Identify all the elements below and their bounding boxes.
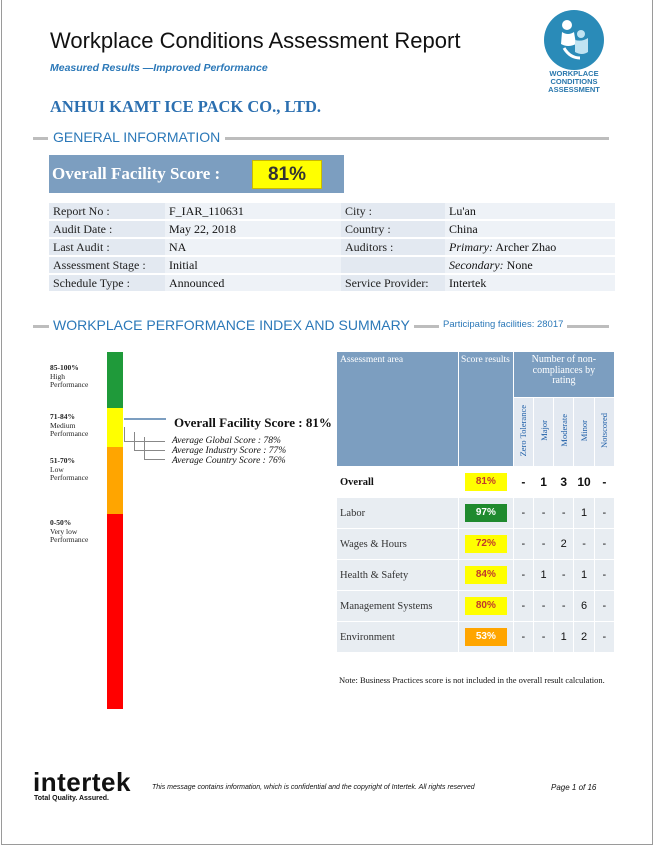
report-subtitle: Measured Results —Improved Performance	[50, 62, 268, 74]
area-name: Environment	[337, 622, 459, 653]
count-major: 1	[533, 467, 553, 498]
summary-table	[336, 351, 615, 653]
header-score-results: Score results	[459, 352, 514, 467]
overall-facility-score-text: Overall Facility Score : 81%	[174, 415, 332, 430]
info-value: China	[445, 221, 615, 237]
info-row	[49, 257, 615, 273]
info-label: Auditors :	[341, 239, 445, 255]
count-minor: 1	[574, 498, 594, 529]
info-row	[49, 221, 615, 237]
count-notscored: -	[594, 560, 614, 591]
info-value: Initial	[165, 257, 341, 273]
info-label: Report No :	[49, 203, 165, 219]
calculation-note: Note: Business Practices score is not included in the overall result calculation.	[339, 675, 605, 685]
table-row	[337, 622, 615, 653]
confidential-notice: This message contains information, which is confidential and the copyright of Intertek. All rights reserved	[152, 784, 475, 791]
count-major: -	[533, 529, 553, 560]
general-info-table	[49, 201, 615, 293]
count-major: 1	[533, 560, 553, 591]
legend-very-low: 0-50% Very low Performance	[50, 518, 89, 544]
overall-score-value: 81%	[252, 160, 322, 189]
count-zero-tolerance: -	[513, 622, 533, 653]
info-value: Primary: Archer Zhao	[445, 239, 615, 255]
count-major: -	[533, 498, 553, 529]
info-label	[341, 257, 445, 273]
count-notscored: -	[594, 467, 614, 498]
count-moderate: -	[554, 560, 574, 591]
info-label: Service Provider:	[341, 275, 445, 291]
info-label: Assessment Stage :	[49, 257, 165, 273]
count-minor: 1	[574, 560, 594, 591]
table-row	[337, 498, 615, 529]
count-zero-tolerance: -	[513, 560, 533, 591]
area-name: Health & Safety	[337, 560, 459, 591]
overall-score-label: Overall Facility Score :	[52, 164, 221, 183]
count-notscored: -	[594, 622, 614, 653]
area-name: Overall	[337, 467, 459, 498]
count-minor: 2	[574, 622, 594, 653]
header-major: Major	[533, 398, 553, 467]
count-moderate: 3	[554, 467, 574, 498]
table-row	[337, 591, 615, 622]
participating-facilities: Participating facilities: 28017	[439, 319, 567, 330]
count-notscored: -	[594, 529, 614, 560]
info-label: Last Audit :	[49, 239, 165, 255]
header-minor: Minor	[574, 398, 594, 467]
table-row-overall	[337, 467, 615, 498]
info-value: Intertek	[445, 275, 615, 291]
header-moderate: Moderate	[554, 398, 574, 467]
count-minor: 10	[574, 467, 594, 498]
header-assessment-area: Assessment area	[337, 352, 459, 467]
info-row	[49, 203, 615, 219]
intertek-tagline: Total Quality. Assured.	[34, 795, 109, 802]
score-chip: 84%	[465, 566, 507, 584]
info-label: City :	[341, 203, 445, 219]
very-low-performance-band	[107, 514, 123, 709]
count-notscored: -	[594, 498, 614, 529]
score-chip: 72%	[465, 535, 507, 553]
legend-medium: 71-84% Medium Performance	[50, 412, 89, 438]
score-chip: 81%	[465, 473, 507, 491]
count-moderate: -	[554, 498, 574, 529]
area-name: Wages & Hours	[337, 529, 459, 560]
count-major: -	[533, 622, 553, 653]
legend-high: 85-100% High Performance	[50, 363, 89, 389]
count-moderate: 2	[554, 529, 574, 560]
header-zero-tolerance: Zero Tolerance	[513, 398, 533, 467]
count-zero-tolerance: -	[513, 498, 533, 529]
count-zero-tolerance: -	[513, 467, 533, 498]
report-title: Workplace Conditions Assessment Report	[50, 28, 461, 53]
table-row	[337, 529, 615, 560]
count-minor: 6	[574, 591, 594, 622]
company-name: ANHUI KAMT ICE PACK CO., LTD.	[50, 97, 322, 116]
score-chip: 97%	[465, 504, 507, 522]
score-chip: 53%	[465, 628, 507, 646]
avg-industry-score: Average Industry Score : 77%	[172, 446, 287, 456]
count-notscored: -	[594, 591, 614, 622]
info-value: F_IAR_110631	[165, 203, 341, 219]
count-moderate: 1	[554, 622, 574, 653]
bracket-line	[144, 437, 165, 460]
area-name: Management Systems	[337, 591, 459, 622]
table-row	[337, 560, 615, 591]
info-row	[49, 239, 615, 255]
header-notscored: Notscored	[594, 398, 614, 467]
intertek-logo: intertek	[33, 767, 131, 797]
info-label: Country :	[341, 221, 445, 237]
info-value: Secondary: None	[445, 257, 615, 273]
area-name: Labor	[337, 498, 459, 529]
info-value: Announced	[165, 275, 341, 291]
info-value: NA	[165, 239, 341, 255]
count-zero-tolerance: -	[513, 591, 533, 622]
info-row	[49, 275, 615, 291]
score-chip: 80%	[465, 597, 507, 615]
low-performance-band	[107, 447, 123, 514]
count-major: -	[533, 591, 553, 622]
score-pointer	[124, 418, 166, 420]
header-non-compliances: Number of non-compliances by rating	[513, 352, 614, 398]
high-performance-band	[107, 352, 123, 408]
info-value: Lu'an	[445, 203, 615, 219]
info-label: Audit Date :	[49, 221, 165, 237]
medium-performance-band	[107, 408, 123, 447]
avg-country-score: Average Country Score : 76%	[172, 456, 286, 466]
legend-low: 51-70% Low Performance	[50, 456, 89, 482]
count-moderate: -	[554, 591, 574, 622]
info-label: Schedule Type :	[49, 275, 165, 291]
wca-figures-icon	[556, 18, 592, 62]
info-value: May 22, 2018	[165, 221, 341, 237]
wca-logo-text: WORKPLACE CONDITIONS ASSESSMENT	[548, 69, 600, 94]
count-zero-tolerance: -	[513, 529, 533, 560]
general-info-heading: GENERAL INFORMATION	[48, 129, 225, 145]
performance-heading: WORKPLACE PERFORMANCE INDEX AND SUMMARY	[49, 317, 414, 333]
count-minor: -	[574, 529, 594, 560]
avg-global-score: Average Global Score : 78%	[172, 436, 281, 446]
page-number: Page 1 of 16	[551, 783, 597, 792]
